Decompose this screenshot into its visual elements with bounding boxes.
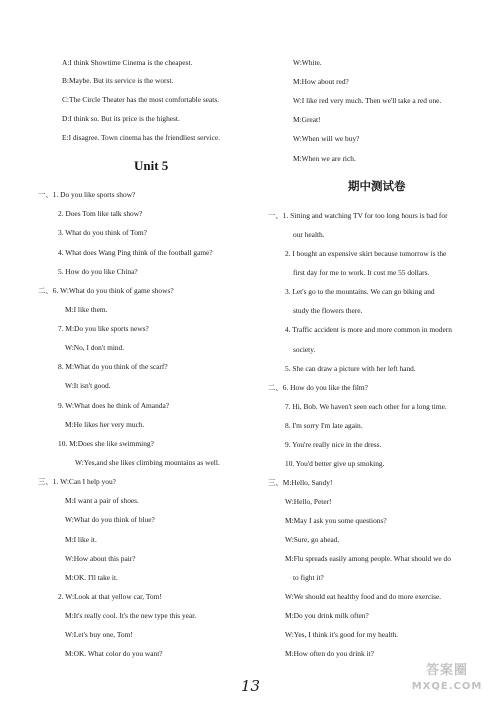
left-column-line: 7. M:Do you like sports news?: [58, 324, 149, 333]
left-column-line: W:What do you think of blue?: [65, 515, 155, 524]
right-column-line: M:Flu spreads easily among people. What should we do: [285, 554, 451, 563]
left-column-line: 3. What do you think of Tom?: [58, 228, 147, 237]
right-column-line: society.: [293, 345, 316, 354]
left-column-line: C:The Circle Theater has the most comfortable seats.: [62, 95, 220, 104]
right-column-line: 7. Hi, Bob. We haven't seen each other for a long time.: [285, 402, 447, 411]
left-column-line: 2. Does Tom like talk show?: [58, 209, 143, 218]
right-column-line: 二、6. How do you like the film?: [268, 383, 368, 392]
midterm-test-heading: 期中测试卷: [348, 179, 406, 193]
left-column-line: 二、6. W:What do you think of game shows?: [38, 286, 174, 295]
left-column-line: 三、1. W:Can I help you?: [38, 477, 116, 486]
watermark-text-bottom: MXQE.COM: [411, 681, 483, 692]
right-column-line: W:We should eat healthy food and do more exercise.: [285, 592, 442, 601]
left-column-line: M:It's really cool. It's the new type this year.: [65, 611, 197, 620]
right-column-line: 2. I bought an expensive skirt because tomorrow is the: [285, 249, 447, 258]
right-column-line: 3. Let's go to the mountains. We can go biking and: [285, 287, 435, 296]
right-column-line: 5. She can draw a picture with her left hand.: [285, 364, 416, 373]
left-column-line: W:No, I don't mind.: [65, 343, 125, 352]
right-column-line: 9. You're really nice in the dress.: [285, 440, 382, 449]
left-column-line: 一、1. Do you like sports show?: [38, 190, 136, 199]
left-column-line: A:I think Showtime Cinema is the cheapest.: [62, 58, 193, 67]
right-column-line: M:May I ask you some questions?: [285, 516, 387, 525]
left-column-line: B:Maybe. But its service is the worst.: [62, 76, 174, 85]
right-column-line: M:How about red?: [293, 77, 349, 86]
right-column-line: M:When we are rich.: [293, 154, 356, 163]
right-column-line: 10. You'd better give up smoking.: [285, 459, 385, 468]
right-column-line: 8. I'm sorry I'm late again.: [285, 421, 363, 430]
watermark-logo: [402, 662, 492, 700]
watermark-text-top: 答案圈: [425, 663, 468, 678]
left-column-line: W:Let's buy one, Tom!: [65, 630, 133, 639]
left-column-line: W:It isn't good.: [65, 381, 111, 390]
right-column-line: W:White.: [293, 58, 322, 67]
left-column-line: 10. M:Does she like swimming?: [58, 439, 154, 448]
right-column-line: 4. Traffic accident is more and more common in modern: [285, 325, 452, 334]
page-number: 13: [241, 677, 261, 695]
right-column-line: first day for me to work. It cost me 55 dollars.: [293, 268, 430, 277]
right-column-line: study the flowers there.: [293, 306, 363, 315]
left-column-line: M:OK. I'll take it.: [65, 573, 118, 582]
left-column-line: M:I want a pair of shoes.: [65, 496, 139, 505]
left-column-line: W:How about this pair?: [65, 554, 136, 563]
right-column-line: 三、M:Hello, Sandy!: [268, 478, 333, 487]
right-column-line: 一、1. Sitting and watching TV for too long hours is bad for: [268, 211, 448, 220]
right-column-line: M:Do you drink milk often?: [285, 611, 369, 620]
left-column-line: M:I like it.: [65, 535, 97, 544]
left-column-line: M:He likes her very much.: [65, 420, 145, 429]
right-column-line: our health.: [293, 230, 325, 239]
right-column-line: W:Hello, Peter!: [285, 497, 332, 506]
unit-5-heading: Unit 5: [134, 158, 169, 173]
left-column-line: W:Yes,and she likes climbing mountains as well.: [75, 458, 220, 467]
right-column-line: M:How often do you drink it?: [285, 649, 374, 658]
left-column-line: 5. How do you like China?: [58, 267, 138, 276]
left-column-line: 9. W:What does he think of Amanda?: [58, 401, 170, 410]
left-column-line: M:I like them.: [65, 305, 108, 314]
left-column-line: 8. M:What do you think of the scarf?: [58, 362, 168, 371]
left-column-line: M:OK. What color do you want?: [65, 649, 163, 658]
right-column-line: W:Sure, go ahead.: [285, 535, 340, 544]
left-column-line: 4. What does Wang Ping think of the football game?: [58, 248, 213, 257]
right-column-line: to fight it?: [293, 573, 324, 582]
right-column-line: W:I like red very much. Then we'll take a red one.: [293, 96, 442, 105]
left-column-line: E:I disagree. Town cinema has the friendliest service.: [62, 133, 220, 142]
left-column-line: D:I think so. But its price is the highest.: [62, 114, 180, 123]
right-column-line: W:Yes, I think it's good for my health.: [285, 630, 399, 639]
right-column-line: W:When will we buy?: [293, 134, 360, 143]
left-column-line: 2. W:Look at that yellow car, Tom!: [58, 592, 162, 601]
right-column-line: M:Great!: [293, 115, 321, 124]
